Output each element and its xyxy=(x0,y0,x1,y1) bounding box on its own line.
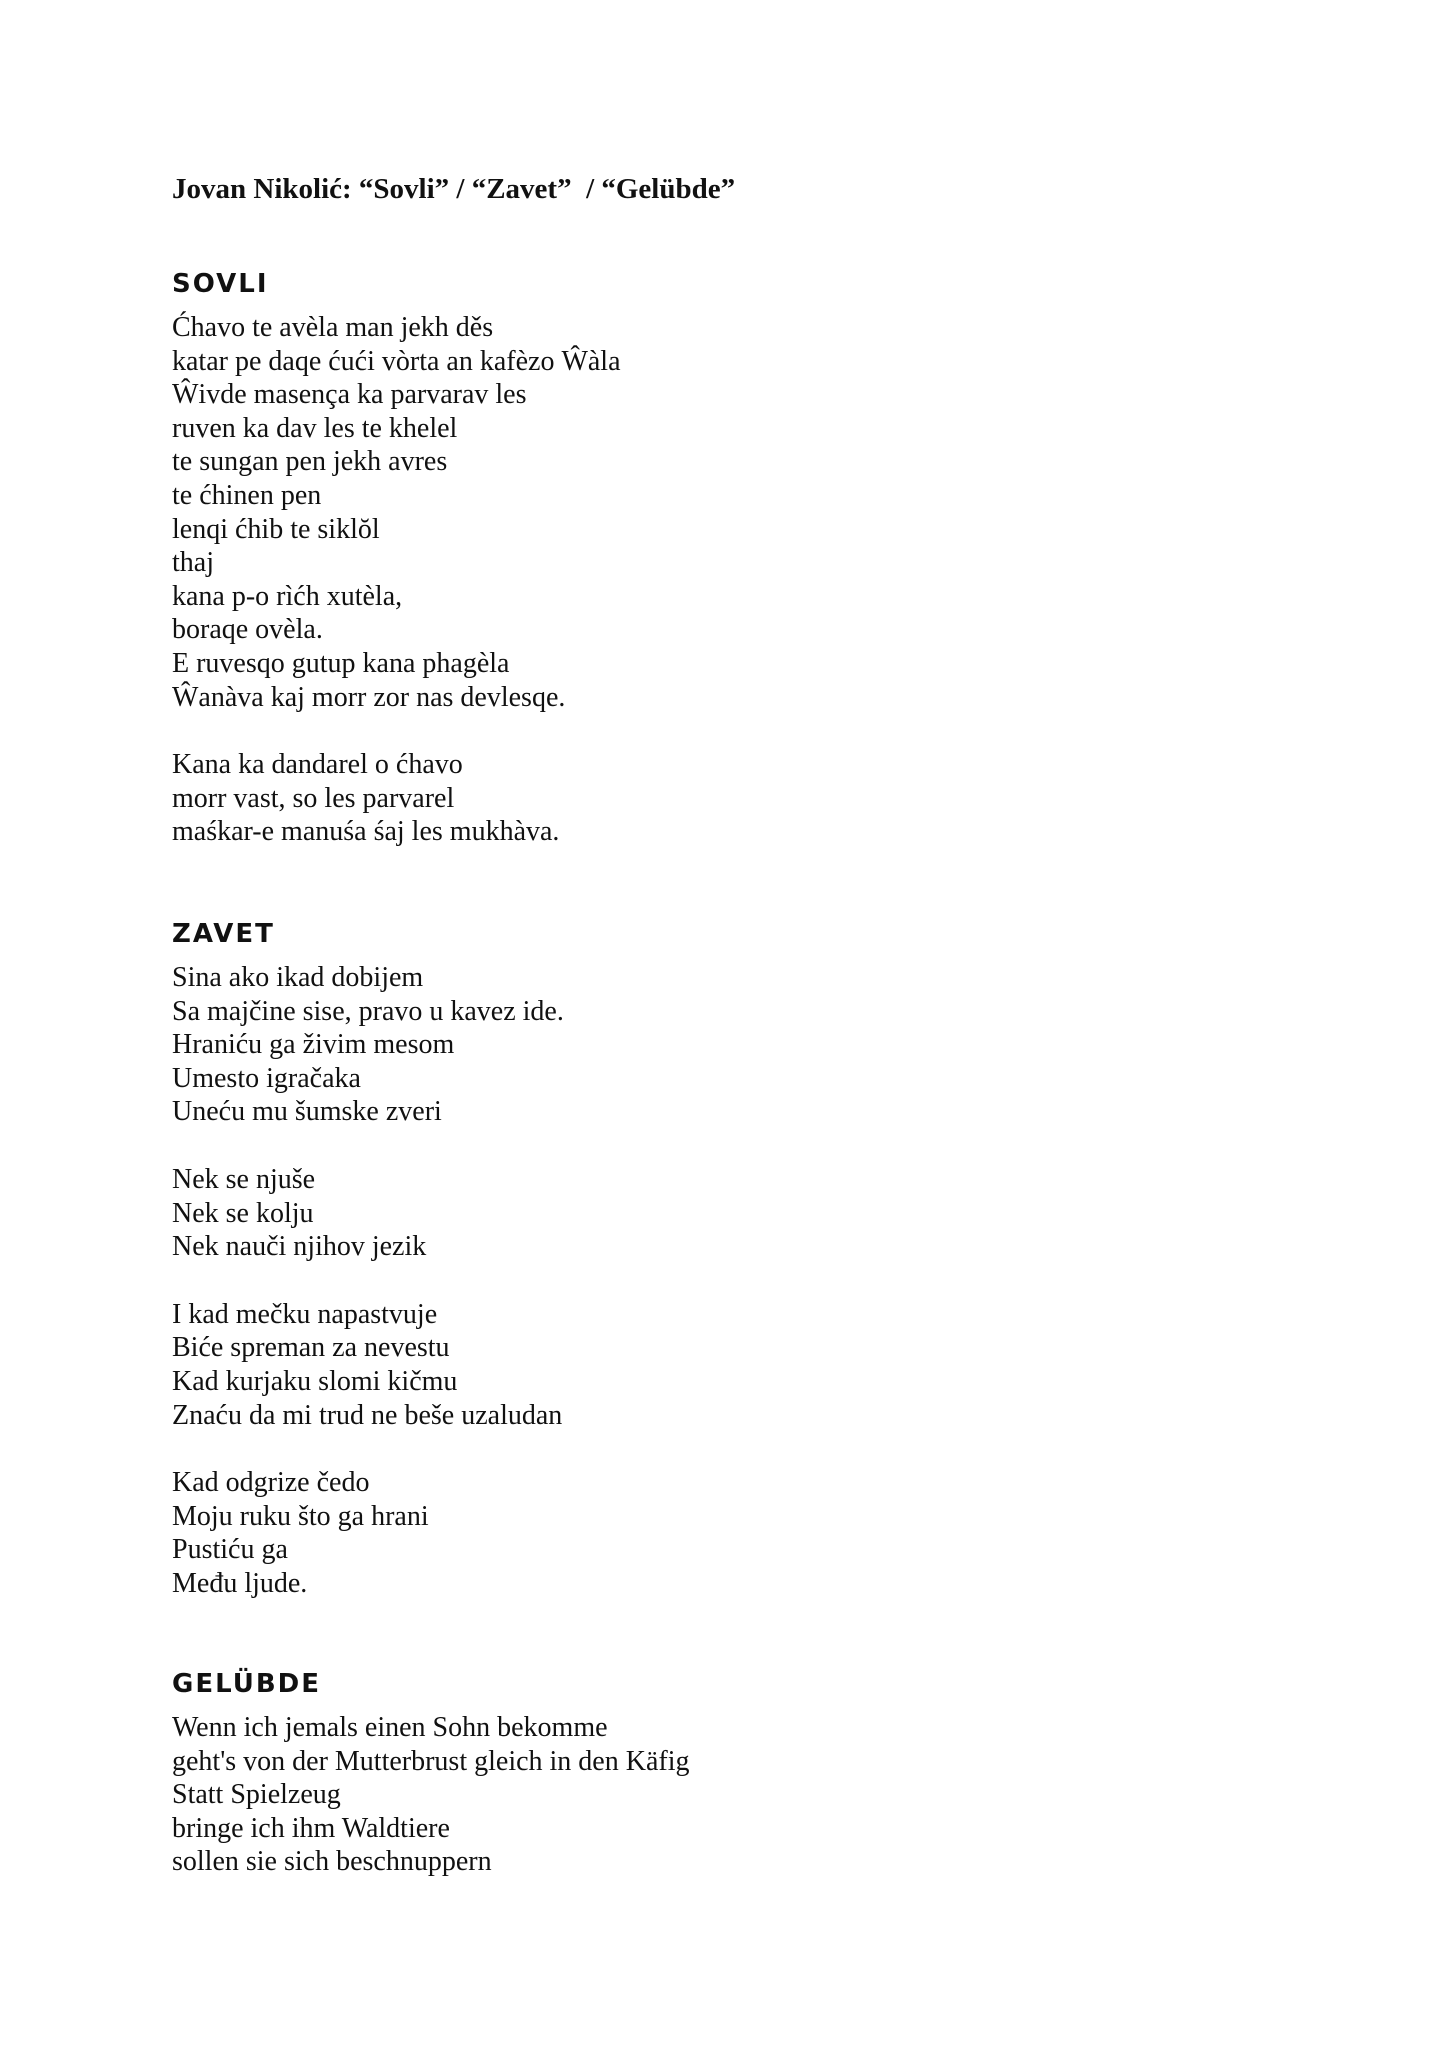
poem-line: Pustiću ga xyxy=(172,1534,288,1566)
stanza xyxy=(172,1466,564,1600)
poem-line: maśkar-e manuśa śaj les mukhàva. xyxy=(172,816,560,848)
poem-line: Kad kurjaku slomi kičmu xyxy=(172,1365,458,1397)
poem-line: Nek se kolju xyxy=(172,1197,314,1229)
poem-line: Umesto igračaka xyxy=(172,1062,361,1094)
poem-line: Hraniću ga živim mesom xyxy=(172,1029,455,1061)
stanza xyxy=(172,1711,689,1879)
poem-line: Wenn ich jemals einen Sohn bekomme xyxy=(172,1712,608,1743)
poem-line: Ŵivde masença ka parvarav les xyxy=(172,379,527,411)
poem-line: Kad odgrize čedo xyxy=(172,1467,370,1499)
document-title: Jovan Nikolić: “Sovli” / “Zavet” / “Gelübde” xyxy=(172,173,736,205)
poem-line: bringe ich ihm Waldtiere xyxy=(172,1812,450,1844)
poem-line: E ruvesqo gutup kana phagèla xyxy=(172,647,510,679)
poem-heading: GELÜBDE xyxy=(172,1669,322,1699)
poem-zavet xyxy=(172,917,564,1601)
poem-heading: SOVLI xyxy=(172,269,269,299)
poem-line: Sina ako ikad dobijem xyxy=(172,962,424,993)
poem-line: Moju ruku što ga hrani xyxy=(172,1500,429,1532)
poem-line: Uneću mu šumske zveri xyxy=(172,1096,442,1128)
poem-line: Među ljude. xyxy=(172,1567,308,1599)
poem-line: Znaću da mi trud ne beše uzaludan xyxy=(172,1399,563,1431)
poem-line: thaj xyxy=(172,547,214,579)
poem-line: lenqi ćhib te siklŏl xyxy=(172,513,380,545)
poem-line: Nek se njuše xyxy=(172,1163,316,1195)
stanza xyxy=(172,1163,564,1264)
poem-sovli xyxy=(172,267,621,849)
poem-line: kana p-o rìćh xutèla, xyxy=(172,580,403,612)
poem-line: te ćhinen pen xyxy=(172,479,322,511)
poem-line: morr vast, so les parvarel xyxy=(172,782,455,814)
stanza xyxy=(172,961,564,1129)
poem-line: Ŵanàva kaj morr zor nas devlesqe. xyxy=(172,681,566,713)
stanza xyxy=(172,311,621,714)
poem-line: Nek nauči njihov jezik xyxy=(172,1231,427,1263)
poem-line: ruven ka dav les te khelel xyxy=(172,412,458,444)
poem-line: Kana ka dandarel o ćhavo xyxy=(172,749,463,781)
poem-gelubde xyxy=(172,1667,689,1879)
stanza xyxy=(172,748,621,849)
poem-line: katar pe daqe ćući vòrta an kafèzo Ŵàla xyxy=(172,345,621,377)
poem-heading: ZAVET xyxy=(172,919,275,949)
poem-line: te sungan pen jekh avres xyxy=(172,446,448,478)
poem-line: I kad mečku napastvuje xyxy=(172,1298,438,1330)
poem-line: Ćhavo te avèla man jekh děs xyxy=(172,312,494,343)
poem-line: Sa majčine sise, pravo u kavez ide. xyxy=(172,995,564,1027)
poem-line: Biće spreman za nevestu xyxy=(172,1332,450,1364)
poem-line: geht's von der Mutterbrust gleich in den Käfig xyxy=(172,1745,690,1777)
poem-line: boraqe ovèla. xyxy=(172,614,323,646)
poem-line: sollen sie sich beschnuppern xyxy=(172,1846,492,1878)
poem-line: Statt Spielzeug xyxy=(172,1779,341,1811)
stanza xyxy=(172,1298,564,1432)
